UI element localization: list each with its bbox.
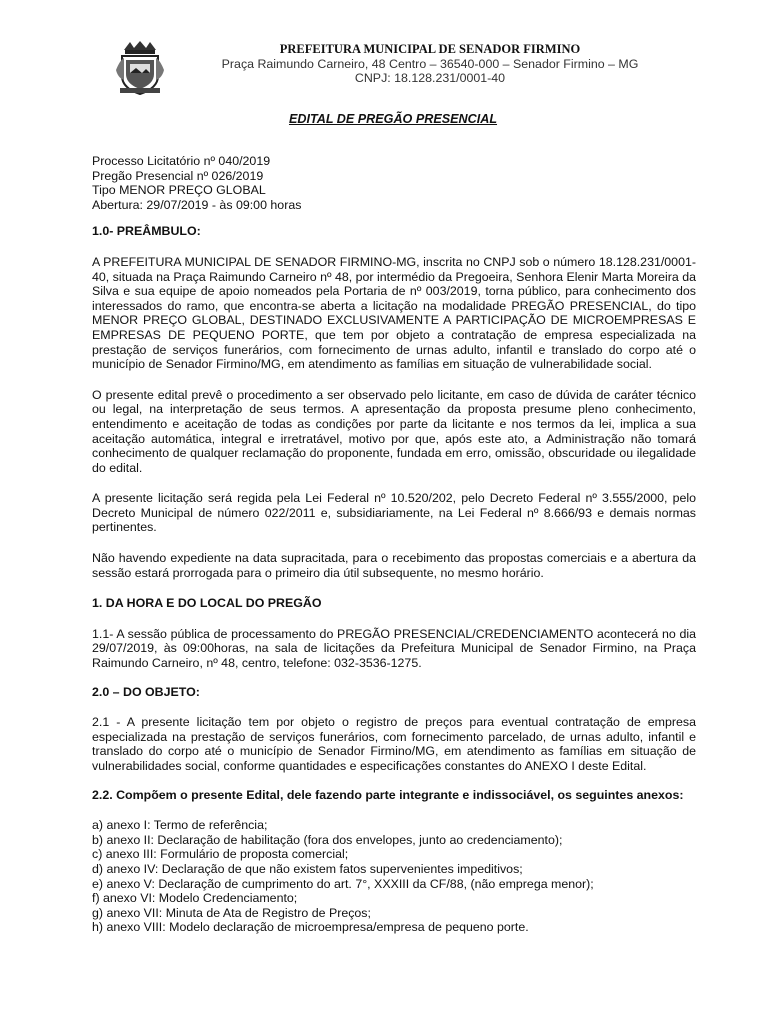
list-item: e) anexo V: Declaração de cumprimento do art. 7°, XXXIII da CF/88, (não emprega menor); — [92, 876, 594, 891]
paragraph: 1.1- A sessão pública de processamento do PREGÃO PRESENCIAL/CREDENCIAMENTO acontecerá no dia 29/07/2019, às 09:00horas, na sala de licitações da Prefeitura Municipal de Senador Firmino, na Praça Raimundo Carneiro, nº 48, centro, telefone: 032-3536-1275. — [92, 626, 696, 671]
document-title: EDITAL DE PREGÃO PRESENCIAL — [288, 112, 498, 126]
list-item: b) anexo II: Declaração de habilitação (fora dos envelopes, junto ao credenciamento); — [92, 832, 563, 847]
annex-list — [92, 818, 696, 935]
section-heading-objeto: 2.0 – DO OBJETO: — [92, 684, 200, 699]
paragraph: A PREFEITURA MUNICIPAL DE SENADOR FIRMINO-MG, inscrita no CNPJ sob o número 18.128.231/0001-40, situada na Praça Raimundo Carneiro nº 48, por intermédio da Pregoeira, Senhora Elenir Marta Moreira da Silva e sua equipe de apoio nomeados pela Portaria de nº 003/2019, torna público, para conhecimento dos interessados do ramo, que encontra-se aberta a licitação na modalidade PREGÃO PRESENCIAL, do tipo MENOR PREÇO GLOBAL, DESTINADO EXCLUSIVAMENTE A PARTICIPAÇÃO DE MICROEMPRESAS E EMPRESAS DE PEQUENO PORTE, que tem por objeto a contratação de empresa especializada na prestação de serviços funerários, com fornecimento de urnas adulto, infantil e translado do corpo até o município de Senador Firmino/MG, em atendimento as famílias em situação de vulnerabilidade social. — [92, 254, 696, 372]
section-heading-preambulo: 1.0- PREÂMBULO: — [92, 224, 201, 239]
paragraph: 2.1 - A presente licitação tem por objeto o registro de preços para eventual contratação de empresa especializada na prestação de serviços funerários, com fornecimento parcelado, de urnas adulto, infantil e translado do corpo até o município de Senador Firmino/MG, em atendimento as famílias em situação de vulnerabilidades social, conforme quantidades e especificações constantes do ANEXO I deste Edital. — [92, 715, 696, 773]
section-heading-hora-local: 1. DA HORA E DO LOCAL DO PREGÃO — [92, 596, 322, 611]
paragraph: O presente edital prevê o procedimento a ser observado pelo licitante, em caso de dúvida de caráter técnico ou legal, na interpretação de seus termos. A apresentação da proposta presume pleno conhecimento, entendimento e aceitação de todas as condições por parte da licitante e nos termos da lei, implica a sua aceitação automática, integral e irretratável, motivo por que, após este ato, a Administração não tomará conhecimento de qualquer reclamação do proponente, fundada em erro, omissão, obscuridade ou ilegalidade do edital. — [92, 387, 696, 475]
list-item: f) anexo VI: Modelo Credenciamento; — [92, 891, 298, 906]
list-item: g) anexo VII: Minuta de Ata de Registro de Preços; — [92, 905, 371, 920]
municipal-crest-icon — [116, 40, 164, 96]
list-item: a) anexo I: Termo de referência; — [92, 818, 268, 833]
org-address: Praça Raimundo Carneiro, 48 Centro – 36540-000 – Senador Firmino – MG — [221, 56, 639, 71]
org-name: PREFEITURA MUNICIPAL DE SENADOR FIRMINO — [279, 42, 581, 56]
annex-heading: 2.2. Compõem o presente Edital, dele fazendo parte integrante e indissociável, os seguintes anexos: — [92, 787, 684, 802]
bid-type: Tipo MENOR PREÇO GLOBAL — [92, 183, 266, 198]
paragraph: A presente licitação será regida pela Lei Federal nº 10.520/202, pelo Decreto Federal nº 3.555/2000, pelo Decreto Municipal de número 022/2011 e, subsidiariamente, na Lei Federal nº 8.666/93 e demais normas pertinentes. — [92, 491, 696, 535]
list-item: c) anexo III: Formulário de proposta comercial; — [92, 847, 349, 862]
process-number: Processo Licitatório nº 040/2019 — [92, 154, 271, 168]
document-body — [92, 154, 696, 935]
list-item: h) anexo VIII: Modelo declaração de microempresa/empresa de pequeno porte. — [92, 920, 529, 935]
paragraph: Não havendo expediente na data supracitada, para o recebimento das propostas comerciais e a abertura da sessão estará prorrogada para o primeiro dia útil subsequente, no mesmo horário. — [92, 551, 696, 580]
letterhead — [180, 42, 680, 86]
process-info — [92, 154, 696, 212]
opening-date: Abertura: 29/07/2019 - às 09:00 horas — [92, 197, 302, 212]
pregao-number: Pregão Presencial nº 026/2019 — [92, 168, 264, 183]
list-item: d) anexo IV: Declaração de que não existem fatos supervenientes impeditivos; — [92, 861, 523, 876]
org-cnpj: CNPJ: 18.128.231/0001-40 — [354, 71, 506, 85]
